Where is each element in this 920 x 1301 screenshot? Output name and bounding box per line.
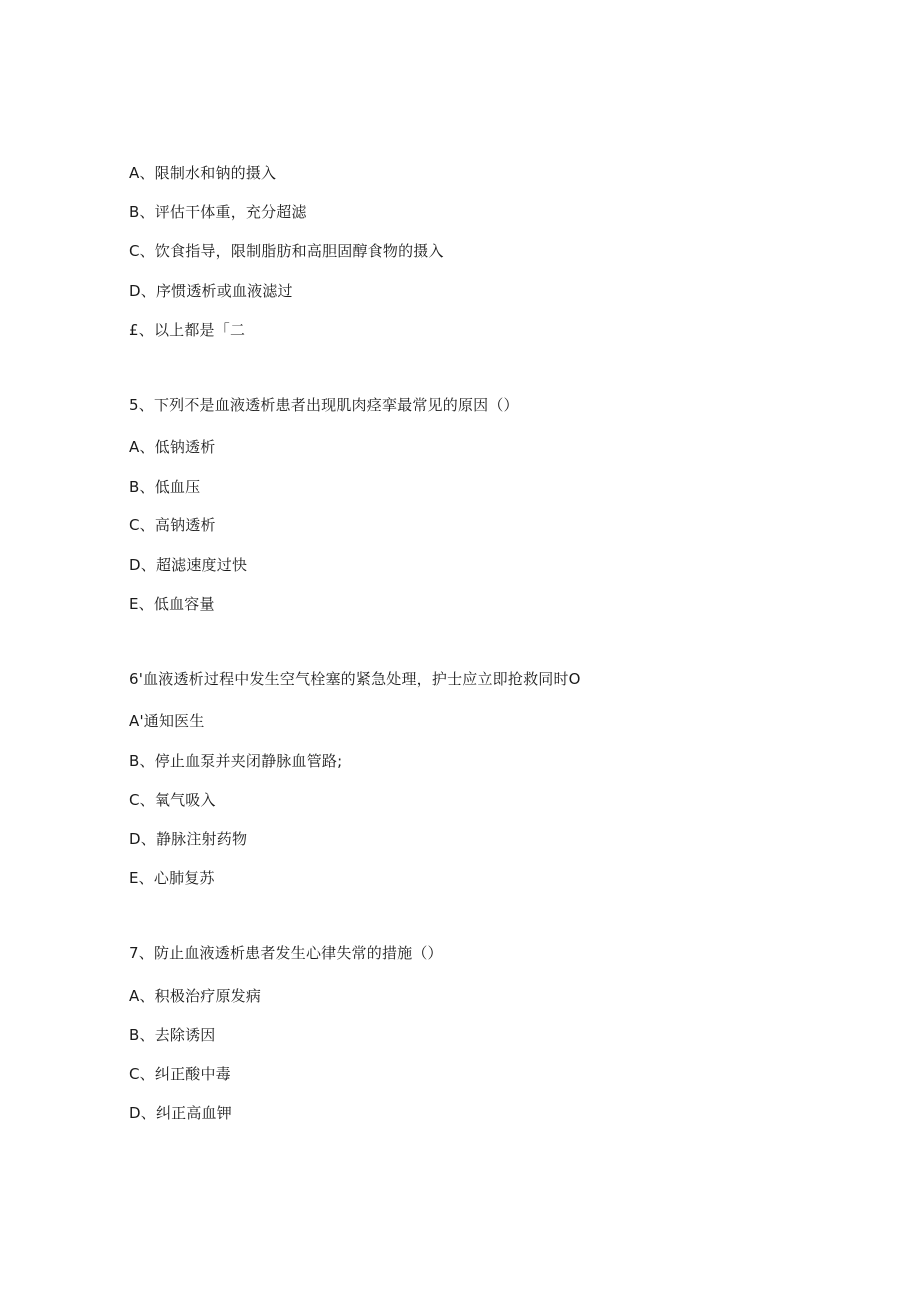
question-7: 7、防止血液透析患者发生心律失常的措施（）	[129, 944, 443, 962]
q7-option-a: A、积极治疗原发病	[129, 987, 262, 1005]
option-e: £、以上都是「二	[129, 321, 246, 339]
q5-option-d: D、超滤速度过快	[129, 556, 248, 574]
option-a: A、限制水和钠的摄入	[129, 164, 277, 182]
q5-option-b: B、低血压	[129, 478, 201, 496]
q7-option-b: B、去除诱因	[129, 1026, 216, 1044]
q6-option-b: B、停止血泵并夹闭静脉血管路;	[129, 752, 343, 770]
question-6: 6'血液透析过程中发生空气栓塞的紧急处理，护士应立即抢救同时O	[129, 670, 581, 688]
question-5: 5、下列不是血液透析患者出现肌肉痉挛最常见的原因（）	[129, 396, 519, 414]
q7-option-c: C、纠正酸中毒	[129, 1065, 231, 1083]
q6-option-c: C、氧气吸入	[129, 791, 216, 809]
option-d: D、序惯透析或血液滤过	[129, 282, 293, 300]
q5-option-e: E、低血容量	[129, 595, 215, 613]
q6-option-e: E、心肺复苏	[129, 869, 215, 887]
q5-option-c: C、高钠透析	[129, 516, 216, 534]
option-b: B、评估干体重，充分超滤	[129, 203, 307, 221]
option-c: C、饮食指导，限制脂肪和高胆固醇食物的摄入	[129, 242, 444, 260]
q6-option-d: D、静脉注射药物	[129, 830, 248, 848]
q6-option-a: A'通知医生	[129, 712, 205, 730]
q5-option-a: A、低钠透析	[129, 438, 216, 456]
q7-option-d: D、纠正高血钾	[129, 1104, 232, 1122]
